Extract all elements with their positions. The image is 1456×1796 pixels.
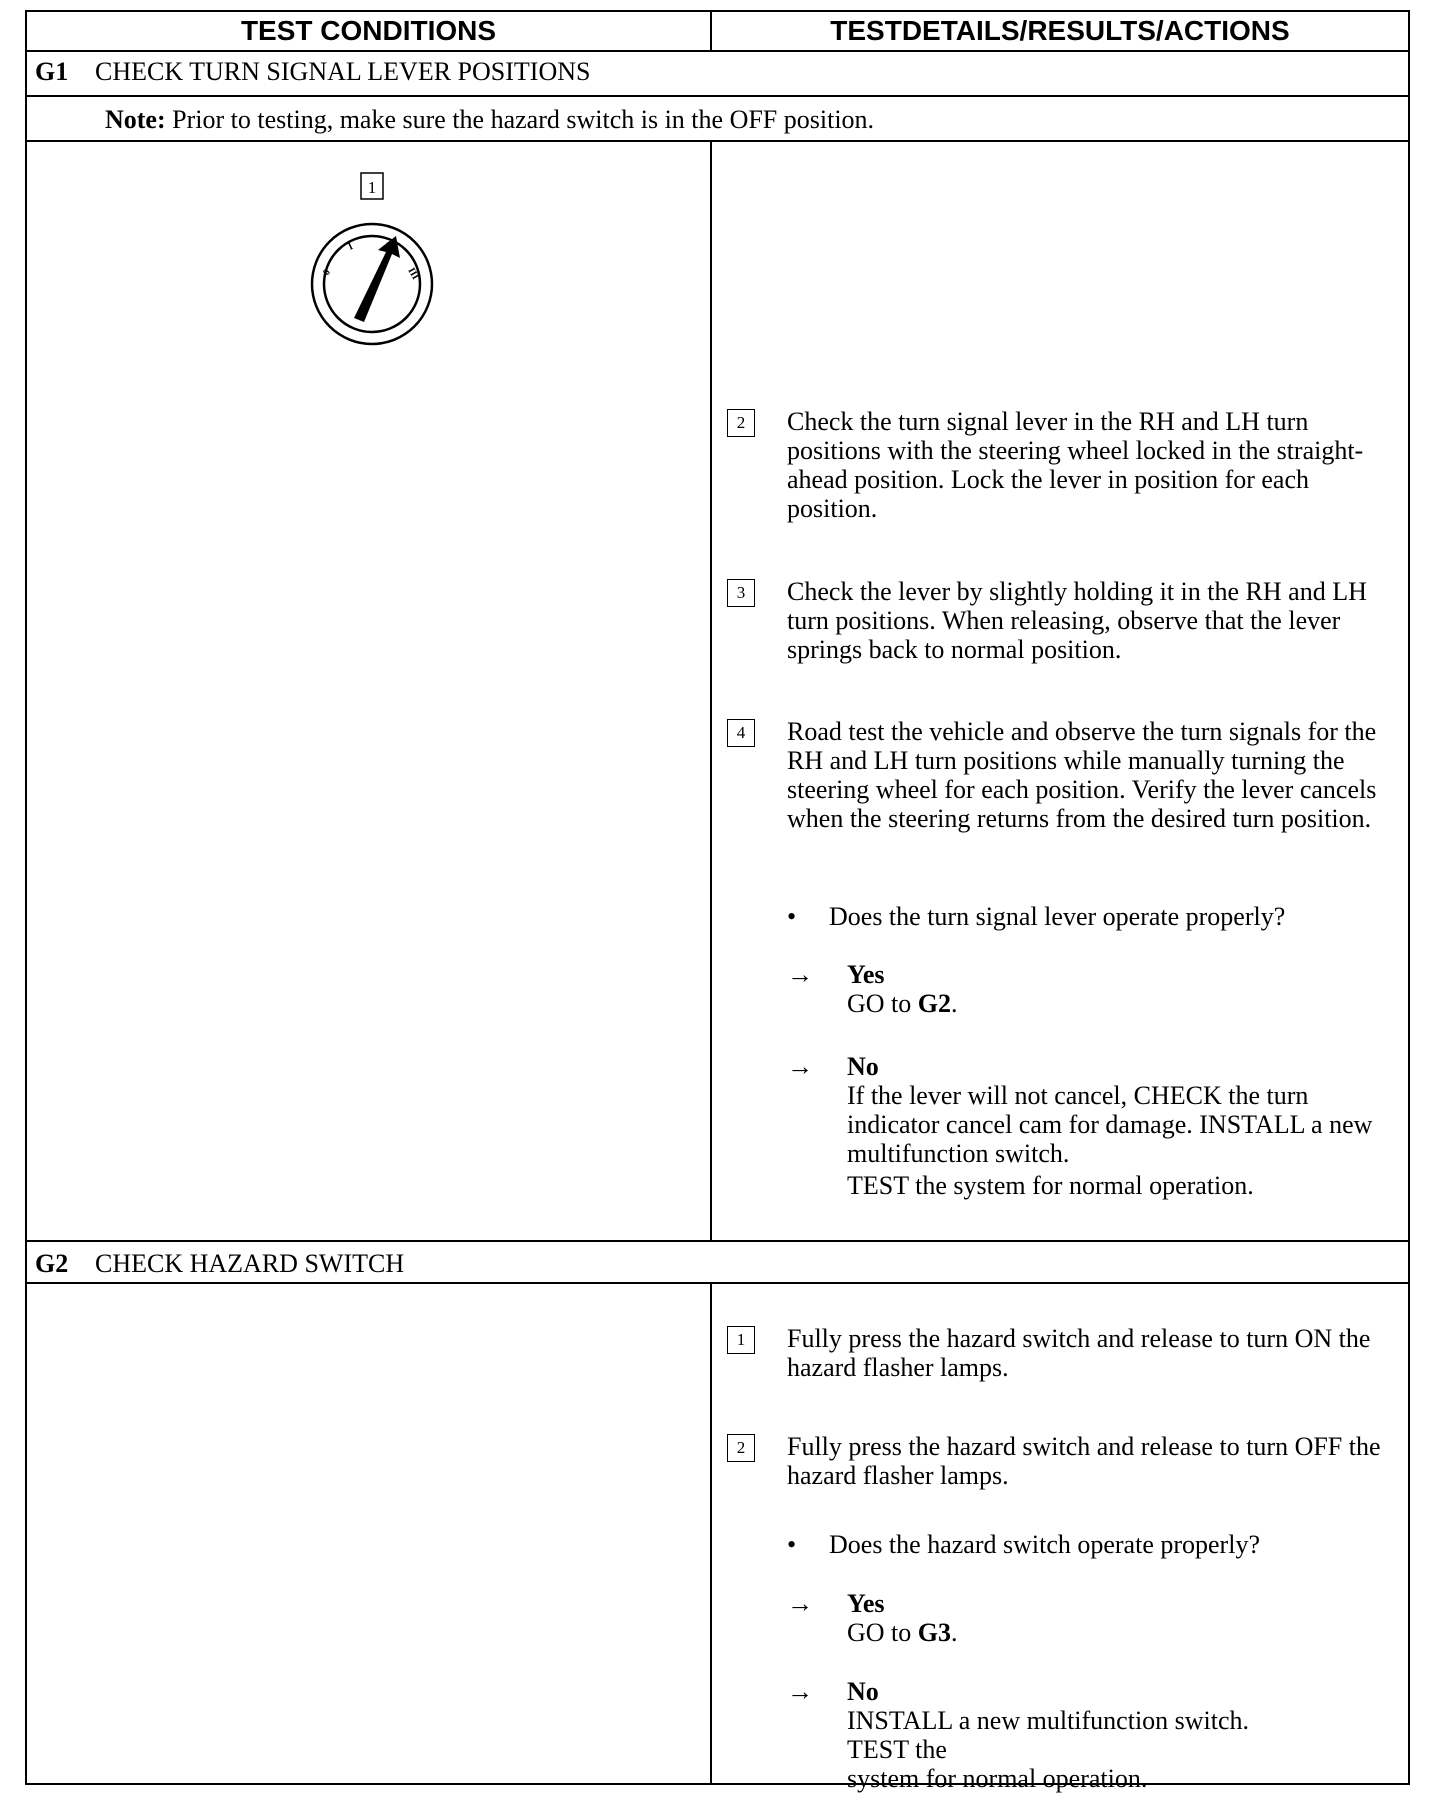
no-text-2: TEST the system for normal operation.: [847, 1171, 1254, 1200]
yes-text-pre: GO to: [847, 989, 918, 1018]
test-table: [25, 10, 1410, 1793]
yes-text-pre: GO to: [847, 1618, 918, 1647]
step-number-box: 4: [727, 719, 755, 747]
g2-question: [787, 1530, 1387, 1559]
step-text: Check the turn signal lever in the RH and LH turn positions with the steering wheel locked in the straight-ahead position. Lock the lever in position for each position.: [787, 407, 1364, 523]
question-text: Does the turn signal lever operate properly?: [829, 902, 1286, 931]
question-text: Does the hazard switch operate properly?: [829, 1530, 1260, 1559]
g1-step-3: [727, 577, 1397, 664]
step-text: Fully press the hazard switch and release to turn OFF the hazard flasher lamps.: [787, 1432, 1381, 1490]
g1-step-2: [727, 407, 1397, 523]
step-number-box: 1: [727, 1326, 755, 1354]
note-text: Prior to testing, make sure the hazard switch is in the OFF position.: [165, 105, 875, 134]
bullet-icon: •: [787, 1530, 797, 1559]
arrow-icon: →: [787, 960, 813, 989]
yes-target: G3: [917, 1618, 952, 1647]
g1-note: [105, 105, 874, 135]
g1-section-title: [35, 57, 590, 87]
g2-step-1: [727, 1324, 1397, 1382]
yes-text: [847, 989, 1407, 1018]
g2-code: G2: [35, 1249, 69, 1278]
g2-step-2: [727, 1432, 1397, 1490]
g1-step-4: [727, 717, 1397, 833]
step-text: Road test the vehicle and observe the turn signals for the RH and LH turn positions while manually turning the steering wheel for each position. Verify the lever cancels when the steering returns from the desired turn position.: [787, 717, 1377, 833]
yes-label: Yes: [847, 960, 885, 989]
no-text: If the lever will not cancel, CHECK the turn indicator cancel cam for damage. INSTALL a new multifunction switch.: [847, 1081, 1373, 1168]
yes-text-post: .: [951, 1618, 958, 1647]
no-label: No: [847, 1052, 879, 1081]
divider-line: [27, 95, 1408, 97]
g2-column-divider: [710, 1284, 712, 1785]
g1-question: [787, 902, 1387, 931]
arrow-icon: →: [787, 1677, 813, 1706]
ignition-switch-illustration: [292, 172, 452, 352]
bullet-icon: •: [787, 902, 797, 931]
dial-label-2: II: [382, 240, 395, 254]
g1-title: CHECK TURN SIGNAL LEVER POSITIONS: [95, 57, 591, 86]
no-text-3: system for normal operation.: [847, 1764, 1148, 1793]
g2-no-action: [787, 1677, 1407, 1793]
g1-column-divider: [710, 142, 712, 1240]
g1-code: G1: [35, 57, 69, 86]
step-number-box: 2: [727, 1434, 755, 1462]
divider-line: [27, 1282, 1408, 1284]
note-label: Note:: [105, 105, 166, 134]
no-text: INSTALL a new multifunction switch.: [847, 1706, 1250, 1735]
yes-text: [847, 1618, 1407, 1647]
arrow-icon: →: [787, 1589, 813, 1618]
yes-text-post: .: [951, 989, 958, 1018]
table-header: [27, 12, 1408, 52]
header-test-details: TESTDETAILS/RESULTS/ACTIONS: [830, 15, 1290, 46]
callout-number: 1: [367, 178, 377, 197]
step-text: Check the lever by slightly holding it in the RH and LH turn positions. When releasing, observe that the lever springs back to normal position.: [787, 577, 1367, 664]
key-arrow-icon: [354, 236, 400, 322]
g1-yes-action: [787, 960, 1407, 1018]
divider-line: [27, 140, 1408, 142]
dial-label-3: III: [405, 266, 421, 282]
yes-target: G2: [917, 989, 952, 1018]
step-text: Fully press the hazard switch and release to turn ON the hazard flasher lamps.: [787, 1324, 1371, 1382]
no-text-2: TEST the: [847, 1735, 947, 1764]
divider-line: [27, 1240, 1408, 1242]
g2-title: CHECK HAZARD SWITCH: [95, 1249, 405, 1278]
no-label: No: [847, 1677, 879, 1706]
dial-label-0: 0: [321, 267, 334, 278]
g1-no-action: [787, 1052, 1407, 1200]
dial-label-1: I: [346, 241, 355, 253]
step-number-box: 3: [727, 579, 755, 607]
step-number-box: 2: [727, 409, 755, 437]
arrow-icon: →: [787, 1052, 813, 1081]
g2-yes-action: [787, 1589, 1407, 1647]
yes-label: Yes: [847, 1589, 885, 1618]
header-test-conditions: TEST CONDITIONS: [240, 15, 497, 46]
g2-section-title: [35, 1249, 404, 1279]
